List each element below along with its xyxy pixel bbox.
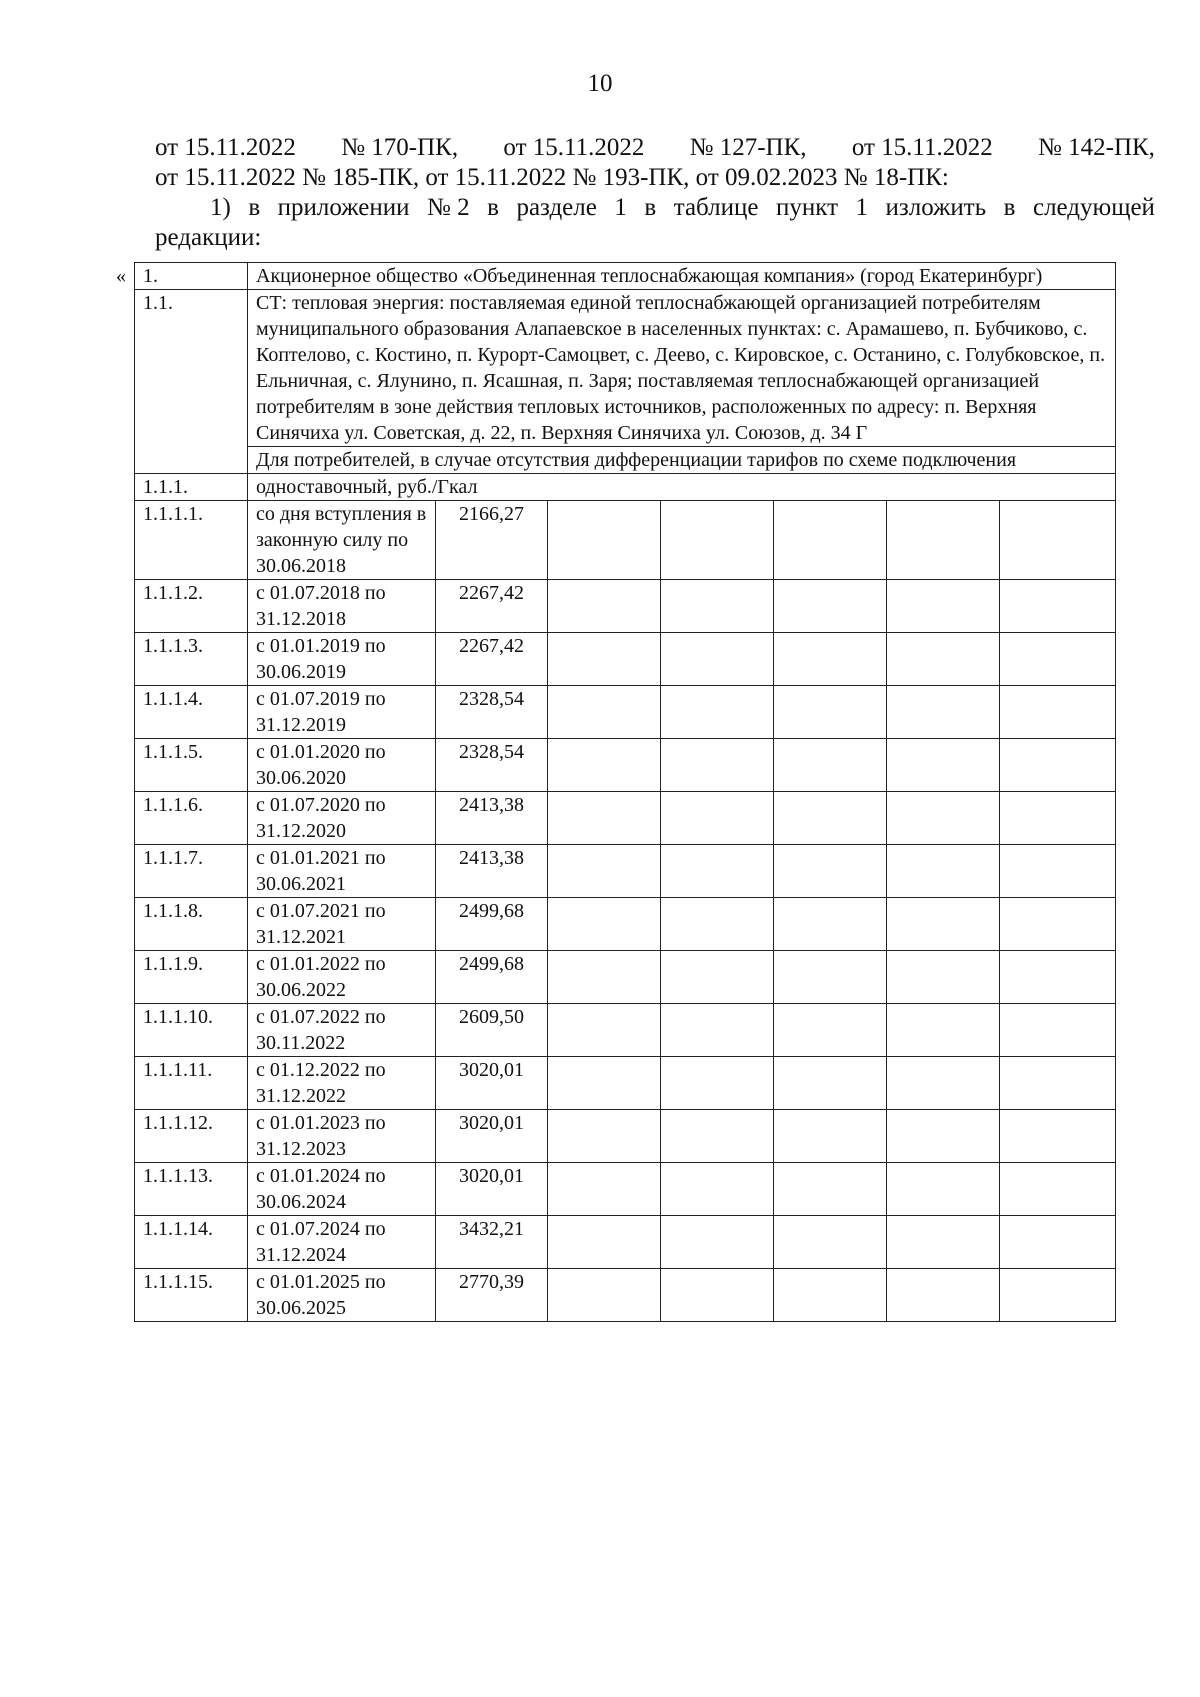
empty-cell (548, 739, 661, 792)
row-num: 1.1.1.1. (135, 501, 248, 580)
row-period: со дня вступления в законную силу по 30.06.2018 (248, 501, 436, 580)
row-period: с 01.01.2025 по 30.06.2025 (248, 1269, 436, 1322)
empty-cell (887, 898, 1000, 951)
row-period: с 01.07.2019 по 31.12.2019 (248, 686, 436, 739)
tariff-row (135, 792, 1116, 845)
row-num: 1.1.1.10. (135, 1004, 248, 1057)
consumers-note: Для потребителей, в случае отсутствия дифференциации тарифов по схеме подключения (248, 447, 1116, 474)
intro-word: приложении (277, 194, 410, 221)
intro-word: в (487, 194, 499, 221)
empty-cell (1000, 1269, 1116, 1322)
empty-cell (774, 633, 887, 686)
row-value: 2328,54 (436, 739, 548, 792)
empty-cell (1000, 1057, 1116, 1110)
empty-cell (548, 1269, 661, 1322)
header-company: Акционерное общество «Объединенная теплоснабжающая компания» (город Екатеринбург) (248, 263, 1116, 290)
empty-cell (548, 1057, 661, 1110)
tariff-row (135, 1110, 1116, 1163)
row-num: 1.1.1.7. (135, 845, 248, 898)
empty-cell (661, 1216, 774, 1269)
empty-cell (661, 898, 774, 951)
row-value: 2328,54 (436, 686, 548, 739)
opening-quote: « (116, 265, 126, 287)
row-num: 1.1.1.5. (135, 739, 248, 792)
empty-cell (1000, 501, 1116, 580)
empty-cell (661, 633, 774, 686)
empty-cell (887, 1110, 1000, 1163)
intro-word: в (644, 194, 657, 221)
row-num: 1.1.1.14. (135, 1216, 248, 1269)
empty-cell (1000, 686, 1116, 739)
row-value: 2413,38 (436, 792, 548, 845)
empty-cell (887, 633, 1000, 686)
empty-cell (1000, 792, 1116, 845)
empty-cell (887, 845, 1000, 898)
section-num: 1.1. (135, 290, 248, 474)
intro-word: следующей (1032, 194, 1155, 221)
empty-cell (774, 845, 887, 898)
header-num: 1. (135, 263, 248, 290)
row-num: 1.1.1.11. (135, 1057, 248, 1110)
row-period: с 01.01.2023 по 31.12.2023 (248, 1110, 436, 1163)
intro-line-3 (155, 193, 1155, 223)
empty-cell (548, 898, 661, 951)
empty-cell (774, 1269, 887, 1322)
row-num: 1.1.1.13. (135, 1163, 248, 1216)
row-value: 3020,01 (436, 1110, 548, 1163)
rate-type-num: 1.1.1. (135, 474, 248, 501)
empty-cell (661, 501, 774, 580)
empty-cell (774, 686, 887, 739)
empty-cell (774, 1057, 887, 1110)
intro-word: 1) (210, 194, 231, 221)
empty-cell (548, 951, 661, 1004)
row-period: с 01.07.2021 по 31.12.2021 (248, 898, 436, 951)
empty-cell (887, 739, 1000, 792)
empty-cell (548, 792, 661, 845)
empty-cell (1000, 1110, 1116, 1163)
row-value: 2609,50 (436, 1004, 548, 1057)
empty-cell (1000, 739, 1116, 792)
intro-fragment: от 15.11.2022 (851, 134, 993, 161)
intro-text (155, 133, 1155, 253)
row-period: с 01.07.2018 по 31.12.2018 (248, 580, 436, 633)
empty-cell (887, 1004, 1000, 1057)
intro-fragment: № 170-ПК, (341, 134, 459, 161)
empty-cell (887, 1216, 1000, 1269)
empty-cell (1000, 580, 1116, 633)
row-period: с 01.01.2020 по 30.06.2020 (248, 739, 436, 792)
empty-cell (887, 951, 1000, 1004)
intro-word: в (1003, 194, 1016, 221)
empty-cell (661, 1110, 774, 1163)
empty-cell (1000, 633, 1116, 686)
empty-cell (661, 792, 774, 845)
empty-cell (548, 1163, 661, 1216)
empty-cell (1000, 1163, 1116, 1216)
empty-cell (887, 792, 1000, 845)
empty-cell (774, 1163, 887, 1216)
empty-cell (548, 501, 661, 580)
intro-word: изложить (885, 194, 987, 221)
empty-cell (887, 1163, 1000, 1216)
row-value: 2413,38 (436, 845, 548, 898)
empty-cell (548, 633, 661, 686)
empty-cell (887, 1269, 1000, 1322)
empty-cell (774, 1216, 887, 1269)
page-number: 10 (587, 70, 613, 97)
intro-fragment: № 142-ПК, (1038, 134, 1155, 161)
empty-cell (1000, 1216, 1116, 1269)
row-num: 1.1.1.9. (135, 951, 248, 1004)
tariff-row (135, 501, 1116, 580)
empty-cell (661, 686, 774, 739)
row-value: 2770,39 (436, 1269, 548, 1322)
empty-cell (1000, 1004, 1116, 1057)
intro-word: таблице (673, 194, 759, 221)
empty-cell (1000, 898, 1116, 951)
tariff-row (135, 1216, 1116, 1269)
empty-cell (661, 1163, 774, 1216)
empty-cell (661, 1269, 774, 1322)
intro-fragment: от 15.11.2022 (155, 134, 296, 161)
row-num: 1.1.1.15. (135, 1269, 248, 1322)
empty-cell (774, 792, 887, 845)
row-value: 2499,68 (436, 898, 548, 951)
row-period: с 01.01.2021 по 30.06.2021 (248, 845, 436, 898)
empty-cell (774, 739, 887, 792)
empty-cell (887, 501, 1000, 580)
empty-cell (548, 1216, 661, 1269)
tariff-row (135, 633, 1116, 686)
empty-cell (887, 686, 1000, 739)
row-period: с 01.07.2020 по 31.12.2020 (248, 792, 436, 845)
row-value: 2499,68 (436, 951, 548, 1004)
tariff-row (135, 898, 1116, 951)
tariff-row (135, 845, 1116, 898)
row-num: 1.1.1.3. (135, 633, 248, 686)
empty-cell (661, 1057, 774, 1110)
tariff-row (135, 580, 1116, 633)
row-value: 3432,21 (436, 1216, 548, 1269)
row-num: 1.1.1.8. (135, 898, 248, 951)
tariff-row (135, 686, 1116, 739)
section-description: СТ: тепловая энергия: поставляемая единой теплоснабжающей организацией потребителям муниципального образования Алапаевское в населенных пунктах: с. Арамашево, п. Бубчиково, с. Коптелово, с. Костино, п. Курорт-Самоцвет, с. Деево, с. Кировское, с. Останино, с. Голубковское, п. Ельничная, с. Ялунино, п. Ясашная, п. Заря; поставляемая теплоснабжающей организацией потребителям в зоне действия тепловых источников, расположенных по адресу: п. Верхняя Синячиха ул. Советская, д. 22, п. Верхняя Синячиха ул. Союзов, д. 34 Г (248, 290, 1116, 447)
intro-word: в (248, 194, 261, 221)
intro-word: 1 (855, 194, 869, 221)
intro-fragment: № 127-ПК, (689, 134, 807, 161)
row-period: с 01.01.2019 по 30.06.2019 (248, 633, 436, 686)
row-period: с 01.07.2022 по 30.11.2022 (248, 1004, 436, 1057)
consumers-row (135, 447, 1116, 474)
empty-cell (548, 1004, 661, 1057)
empty-cell (887, 1057, 1000, 1110)
row-period: с 01.12.2022 по 31.12.2022 (248, 1057, 436, 1110)
empty-cell (774, 501, 887, 580)
row-period: с 01.07.2024 по 31.12.2024 (248, 1216, 436, 1269)
empty-cell (774, 1004, 887, 1057)
empty-cell (661, 1004, 774, 1057)
empty-cell (774, 951, 887, 1004)
rate-type-label: одноставочный, руб./Гкал (248, 474, 1116, 501)
rate-type-row (135, 474, 1116, 501)
intro-line-2: от 15.11.2022 № 185-ПК, от 15.11.2022 № 193-ПК, от 09.02.2023 № 18-ПК: (155, 164, 949, 191)
tariff-row (135, 1004, 1116, 1057)
empty-cell (774, 898, 887, 951)
empty-cell (548, 1110, 661, 1163)
empty-cell (661, 845, 774, 898)
row-num: 1.1.1.4. (135, 686, 248, 739)
empty-cell (548, 686, 661, 739)
tariff-row (135, 951, 1116, 1004)
section-row (135, 290, 1116, 447)
intro-fragment: от 15.11.2022 (503, 134, 645, 161)
intro-word: пункт (776, 194, 838, 221)
tariff-row (135, 1163, 1116, 1216)
intro-line-1 (155, 133, 1155, 163)
row-value: 2267,42 (436, 633, 548, 686)
empty-cell (661, 739, 774, 792)
intro-word: 1 (614, 194, 627, 221)
header-row (135, 263, 1116, 290)
tariff-row (135, 1269, 1116, 1322)
empty-cell (661, 951, 774, 1004)
empty-cell (1000, 845, 1116, 898)
empty-cell (774, 1110, 887, 1163)
empty-cell (548, 845, 661, 898)
empty-cell (887, 580, 1000, 633)
row-value: 3020,01 (436, 1057, 548, 1110)
tariff-row (135, 739, 1116, 792)
row-num: 1.1.1.6. (135, 792, 248, 845)
tariff-table (134, 262, 1116, 1322)
intro-line-4: редакции: (155, 224, 262, 251)
tariff-table-body (135, 263, 1116, 1322)
empty-cell (1000, 951, 1116, 1004)
row-period: с 01.01.2024 по 30.06.2024 (248, 1163, 436, 1216)
row-value: 3020,01 (436, 1163, 548, 1216)
row-value: 2166,27 (436, 501, 548, 580)
row-period: с 01.01.2022 по 30.06.2022 (248, 951, 436, 1004)
row-num: 1.1.1.2. (135, 580, 248, 633)
row-num: 1.1.1.12. (135, 1110, 248, 1163)
row-value: 2267,42 (436, 580, 548, 633)
empty-cell (548, 580, 661, 633)
tariff-row (135, 1057, 1116, 1110)
empty-cell (774, 580, 887, 633)
empty-cell (661, 580, 774, 633)
intro-word: № 2 (426, 194, 470, 221)
intro-word: разделе (516, 194, 597, 221)
